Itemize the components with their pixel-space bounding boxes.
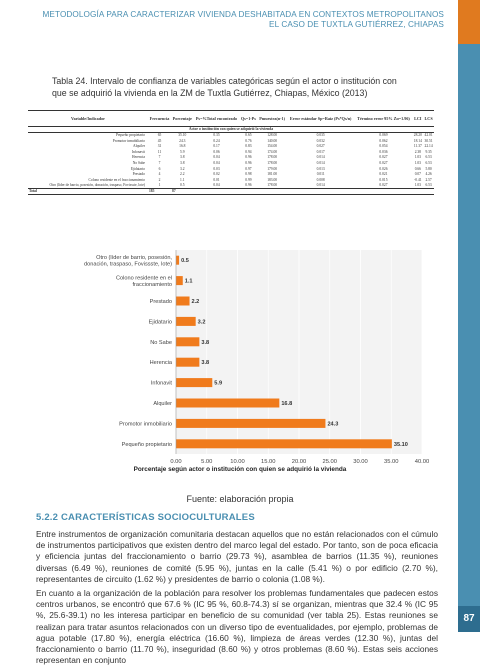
bar-value-label: 3.8 xyxy=(201,360,210,367)
table-header-cell: Frecuencia xyxy=(148,111,171,127)
table-cell: 183.00 xyxy=(267,177,278,182)
table-cell: 6.53 xyxy=(425,161,432,166)
table-cell: 154.00 xyxy=(267,144,278,149)
table-cell: 181.00 xyxy=(267,172,278,177)
bar-value-label: 1.1 xyxy=(184,278,193,285)
header-line-2: EL CASO DE TUXTLA GUTIÉRREZ, CHIAPAS xyxy=(269,19,444,29)
table-cell: 0.96 xyxy=(245,161,252,166)
row-label: Prestado xyxy=(132,172,145,177)
table-cell: 0.062 xyxy=(379,138,388,143)
category-label: Prestado xyxy=(149,299,172,305)
table-cell: 0.011 xyxy=(316,172,325,177)
table-cell: 178.00 xyxy=(267,155,278,160)
bar-value-label: 35.10 xyxy=(393,441,408,448)
row-label: Pequeño propietario xyxy=(115,133,145,138)
table-cell: 0.069 xyxy=(379,133,388,138)
table-header-cell: Ps=%Total encontrado xyxy=(194,111,240,127)
x-tick-label: 0.00 xyxy=(170,459,182,465)
table-cell: 22.14 xyxy=(424,144,433,149)
right-margin-bar-accent xyxy=(458,0,480,44)
x-tick-label: 20.00 xyxy=(291,459,307,465)
total-filler xyxy=(194,188,434,194)
row-label: No Sabe xyxy=(132,161,145,166)
bar xyxy=(176,419,325,428)
table-cell: -0.41 xyxy=(414,177,422,182)
table-cell: 0.97 xyxy=(245,166,252,171)
table-cell: 0.06 xyxy=(213,149,220,154)
table-cell: 5.9 xyxy=(180,149,185,154)
bar-value-label: 2.2 xyxy=(191,299,200,305)
row-label: Ejidatario xyxy=(130,166,145,171)
table-cell: 0.96 xyxy=(245,183,252,188)
row-label: Herencia xyxy=(132,155,145,160)
x-tick-label: 25.00 xyxy=(322,459,338,465)
table-cell: 3.8 xyxy=(180,161,185,166)
table-cell: 0.036 xyxy=(379,149,388,154)
source-note: Fuente: elaboración propia xyxy=(186,494,294,504)
bar-value-label: 16.8 xyxy=(281,401,293,407)
table-cell: 0.013 xyxy=(316,166,325,171)
total-cell: 185 xyxy=(148,188,171,194)
table-subheader: Actor o institución con quien se adquirió la vivienda xyxy=(28,127,434,133)
table-cell: 0.032 xyxy=(316,138,325,143)
table-cell: 1.03 xyxy=(414,155,421,160)
table-cell: 0.98 xyxy=(245,172,252,177)
table-cell: 0.66 xyxy=(414,166,421,171)
table-cell: 4 xyxy=(158,172,161,177)
table-cell: 0.76 xyxy=(245,138,252,143)
table-cell: 0.17 xyxy=(213,144,220,149)
section-title: 5.2.2 CARACTERÍSTICAS SOCIOCULTURALES xyxy=(36,512,255,523)
bar-value-label: 3.8 xyxy=(201,339,210,346)
right-margin-bar xyxy=(458,0,480,632)
category-label: Colono residente en el fraccionamiento xyxy=(116,275,172,288)
table-cell: 42.01 xyxy=(424,133,433,138)
table-cell: 0.01 xyxy=(213,177,220,182)
category-label: Ejidatario xyxy=(148,319,172,326)
table-cell: 0.027 xyxy=(379,161,388,166)
row-label: Promotor inmobiliario xyxy=(112,138,145,143)
category-label: Pequeño propietario xyxy=(121,441,172,448)
table-cell: 9.35 xyxy=(425,149,432,154)
table-cell: 0.24 xyxy=(213,138,220,143)
row-label: Colono residente en el fraccionamiento xyxy=(88,177,145,182)
table-cell: 3.8 xyxy=(180,155,185,160)
paragraph-2: En cuanto a la organización de la población para resolver los problemas fundamentales que padecen estos centros urbanos, se encontró que 67.6 % (IC 95 %, 60.8-74.3) sí se organizan, mientras que 32.4 % (IC 95 %, 25.6-39.1) no les interesa participar en beneficio de su comunidad (ver tabla 25). Estas reuniones se realizan para tratar asuntos relacionados con un diverso tipo de eventualidades, por ejemplo, problemas de agua potable (17.80 %), energía eléctrica (16.60 %), limpieza de áreas verdes (12.30 %), juntas del fraccionamiento o barrio (11.70 %), inseguridad (8.60 %) y otros problemas (8.60 %). Estas seis acciones representan en conjunto xyxy=(36,588,438,666)
bar xyxy=(176,276,183,285)
bar-chart-svg xyxy=(50,246,450,472)
x-tick-label: 35.00 xyxy=(383,459,399,465)
paragraph-1: Entre instrumentos de organización comunitaria destacan aquellos que no están relacionados con el cúmulo de instrumentos participativos que existen dentro del marco legal del estado. Por tanto, son de poca eficacia y eficiencia juntas del fraccionamiento o barrio (29.73 %), asamblea de barrios (11.35 %), reuniones diversas (6.49 %), reuniones de comité (5.95 %), juntas en la calle (5.41 %) o por edificio (2.70 %), representantes de circuito (1.62 %) y presidentes de barrio o colonia (1.08 %). xyxy=(36,529,438,584)
header-line-1: METODOLOGÍA PARA CARACTERIZAR VIVIENDA DESHABITADA EN CONTEXTOS METROPOLITANOS xyxy=(42,10,444,19)
x-tick-label: 40.00 xyxy=(414,459,430,465)
table-cell: 0.008 xyxy=(316,177,325,182)
table-header-cell: LCI xyxy=(412,111,423,127)
table-cell: 178.00 xyxy=(267,183,278,188)
category-label: Alquiler xyxy=(153,401,172,407)
table-cell: 0.017 xyxy=(316,149,325,154)
table-cell: 0.96 xyxy=(245,155,252,160)
x-tick-label: 15.00 xyxy=(260,459,276,465)
table-cell: 2.57 xyxy=(425,177,432,182)
bar xyxy=(176,256,179,265)
table-cell: 179.00 xyxy=(267,166,278,171)
table-cell: 1.1 xyxy=(180,177,185,182)
running-header xyxy=(43,10,444,29)
table-cell: 1.03 xyxy=(414,161,421,166)
table-cell: 174.00 xyxy=(267,149,278,154)
table-cell: 7 xyxy=(158,155,161,160)
table-cell: 5.80 xyxy=(425,166,432,171)
table-cell: 30.51 xyxy=(424,138,433,143)
bar-value-label: 3.2 xyxy=(197,319,206,326)
table-cell: 28.20 xyxy=(413,133,422,138)
x-tick-label: 30.00 xyxy=(353,459,368,465)
table-cell: 0.02 xyxy=(213,172,220,177)
table-cell: 0.027 xyxy=(379,155,388,160)
x-tick-label: 10.00 xyxy=(230,459,245,465)
table-cell: 35.10 xyxy=(178,133,187,138)
table-cell: 65 xyxy=(157,133,162,138)
page-number: 87 xyxy=(458,606,480,632)
table-header-cell: Variable/Indicador xyxy=(28,111,148,127)
table-header-cell: Pmuestra(n-1) xyxy=(257,111,287,127)
category-label: No Sabe xyxy=(150,339,172,346)
table-cell: 24.3 xyxy=(179,138,186,143)
table-cell: 0.03 xyxy=(213,166,220,171)
table-cell: 0.04 xyxy=(213,155,220,160)
table-header-cell: Error estándar Sp=Raíz (Ps*Qs/n) xyxy=(287,111,355,127)
table-cell: 6.53 xyxy=(425,183,432,188)
bar xyxy=(176,399,279,408)
table-header-cell: Término error 95% Zα=1.96) xyxy=(354,111,412,127)
table-caption: Tabla 24. Intervalo de confianza de variables categóricas según el actor o institución con que se adquirió la vivienda en la ZM de Tuxtla Gutiérrez, Chiapas, México (2013) xyxy=(52,76,397,98)
table-cell: 0.026 xyxy=(379,166,388,171)
table-cell: 0.021 xyxy=(379,172,388,177)
table-cell: 4.26 xyxy=(425,172,432,177)
table-cell: 178.00 xyxy=(267,161,278,166)
table-cell: 0.04 xyxy=(213,183,220,188)
chart-title: Porcentaje según actor o institución con quien se adquirió la vivienda xyxy=(133,466,347,473)
table-cell: 2.38 xyxy=(414,149,421,154)
confidence-interval-table xyxy=(28,110,434,195)
bar xyxy=(176,297,190,306)
bar xyxy=(176,337,199,346)
table-cell: 0.014 xyxy=(316,183,325,188)
bar xyxy=(176,317,196,326)
total-cell: 87 xyxy=(171,188,194,194)
bar-value-label: 24.3 xyxy=(327,421,339,428)
table-cell: 31 xyxy=(157,144,162,149)
bar xyxy=(176,378,212,387)
table-cell: 0.99 xyxy=(245,177,252,182)
table-cell: 0.65 xyxy=(245,133,252,138)
x-tick-label: 5.00 xyxy=(201,459,213,465)
table-cell: 0.014 xyxy=(316,155,325,160)
table-cell: 128.00 xyxy=(267,133,278,138)
table-cell: 2.2 xyxy=(180,172,185,177)
category-label: Promotor inmobiliario xyxy=(119,421,172,428)
bar-value-label: 5.9 xyxy=(214,380,223,387)
table-cell: 0.054 xyxy=(379,144,388,149)
table-cell: 45 xyxy=(157,138,162,143)
table-cell: 16.8 xyxy=(179,144,186,149)
table-cell: 0.035 xyxy=(316,133,325,138)
table-cell: 6 xyxy=(158,166,161,171)
bar xyxy=(176,439,392,448)
row-label: Otro (líder de barrio, posesión, donación, traspaso, Fovissste, lote) xyxy=(49,183,145,188)
table-cell: 3.2 xyxy=(180,166,185,171)
table-cell: 11.37 xyxy=(413,144,422,149)
table-header-cell: LCS xyxy=(423,111,434,127)
table-cell: 0.014 xyxy=(316,161,325,166)
table-cell: 2 xyxy=(158,177,161,182)
table-total-row xyxy=(28,188,434,194)
table-cell: 11 xyxy=(157,149,162,154)
table-header-cell: Qs=1-Ps xyxy=(239,111,257,127)
table-cell: 0.015 xyxy=(379,177,388,182)
total-cell: Total xyxy=(28,188,148,194)
row-label: Alquiler xyxy=(133,144,145,149)
table-cell: 0.94 xyxy=(245,149,252,154)
table-cell: 0.5 xyxy=(180,183,185,188)
table-cell: 18.14 xyxy=(413,138,422,143)
category-label: Otro (líder de barrio, posesión, donación, traspaso, Fovissste, lote) xyxy=(84,255,172,268)
table-header-cell: Porcentaje xyxy=(171,111,194,127)
bar xyxy=(176,358,199,367)
row-label: Infonavit xyxy=(131,149,145,154)
bar-value-label: 0.5 xyxy=(181,258,189,265)
table-cell: 0.35 xyxy=(213,133,220,138)
table-cell: 0.07 xyxy=(414,172,421,177)
table-cell: 6.53 xyxy=(425,155,432,160)
category-label: Infonavit xyxy=(150,380,172,387)
table-cell: 0.027 xyxy=(316,144,325,149)
table-cell: 140.00 xyxy=(267,138,278,143)
table-cell: 7 xyxy=(158,161,161,166)
table-cell: 1.03 xyxy=(414,183,421,188)
table-header-row xyxy=(28,111,434,127)
category-label: Herencia xyxy=(149,360,172,367)
table-cell: 0.027 xyxy=(379,183,388,188)
bar-chart xyxy=(50,246,450,472)
table-cell: 1 xyxy=(158,183,161,188)
table-cell: 0.83 xyxy=(245,144,252,149)
table-cell: 0.04 xyxy=(213,161,220,166)
